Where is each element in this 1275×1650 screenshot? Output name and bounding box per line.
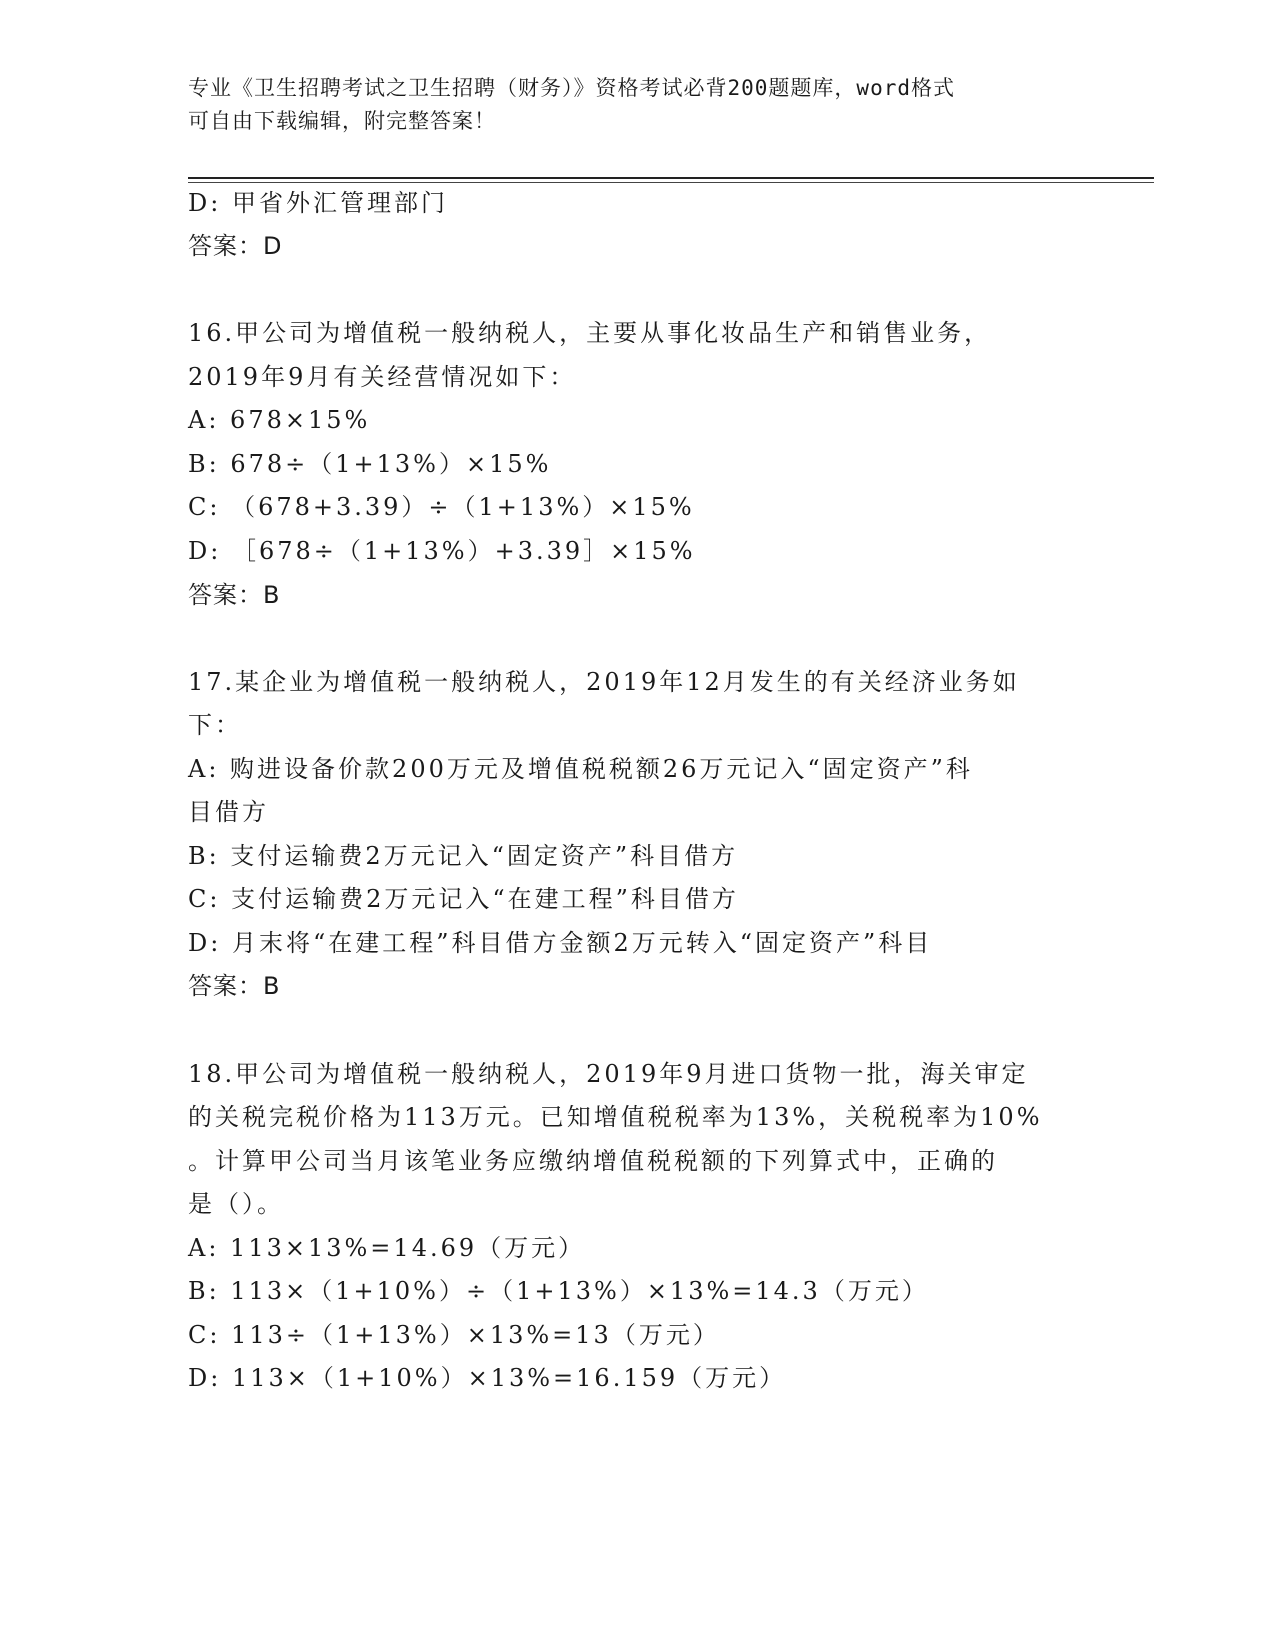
q18-option-d: D: 113×（1+10%）×13%=16.159（万元） <box>188 1364 787 1392</box>
q18-option-b: B: 113×（1+10%）÷（1+13%）×13%=14.3（万元） <box>188 1277 929 1305</box>
header-title-line-2: 可自由下载编辑，附完整答案！ <box>188 109 496 133</box>
q16-stem-line-2: 2019年9月有关经营情况如下： <box>188 363 577 391</box>
document-header <box>188 72 1088 138</box>
q15-option-d: D: 甲省外汇管理部门 <box>188 189 448 217</box>
q16-stem-line-1: 16.甲公司为增值税一般纳税人，主要从事化妆品生产和销售业务， <box>188 319 992 347</box>
q18-option-a: A: 113×13%=14.69（万元） <box>188 1234 586 1262</box>
q15-answer: 答案：D <box>188 232 283 260</box>
q16-option-d: D: ［678÷（1+13%）+3.39］×15% <box>188 537 696 565</box>
q17-option-b: B: 支付运输费2万元记入“固定资产”科目借方 <box>188 842 739 870</box>
q18-option-c: C: 113÷（1+13%）×13%=13（万元） <box>188 1321 720 1349</box>
q16-option-c: C: （678+3.39）÷（1+13%）×15% <box>188 493 695 521</box>
q17-option-c: C: 支付运输费2万元记入“在建工程”科目借方 <box>188 885 739 913</box>
q16-answer: 答案：B <box>188 581 281 609</box>
q17-stem-line-1: 17.某企业为增值税一般纳税人，2019年12月发生的有关经济业务如 <box>188 668 1020 696</box>
header-title-line-1: 专业《卫生招聘考试之卫生招聘（财务）》资格考试必背200题题库，word格式 <box>188 76 955 100</box>
q17-stem-line-2: 下： <box>188 711 242 739</box>
q16-option-a: A: 678×15% <box>188 406 371 434</box>
q18-stem-line-4: 是（）。 <box>188 1190 284 1218</box>
q18-stem-line-3: 。计算甲公司当月该笔业务应缴纳增值税税额的下列算式中，正确的 <box>188 1147 998 1175</box>
q16-option-b: B: 678÷（1+13%）×15% <box>188 450 552 478</box>
q18-stem-line-2: 的关税完税价格为113万元。已知增值税税率为13%，关税税率为10% <box>188 1103 1043 1131</box>
q17-answer: 答案：B <box>188 972 281 1000</box>
q18-stem-line-1: 18.甲公司为增值税一般纳税人，2019年9月进口货物一批，海关审定 <box>188 1060 1029 1088</box>
q17-option-d: D: 月末将“在建工程”科目借方金额2万元转入“固定资产”科目 <box>188 929 933 957</box>
q17-option-a-line-1: A: 购进设备价款200万元及增值税税额26万元记入“固定资产”科 <box>188 755 973 783</box>
q17-option-a-line-2: 目借方 <box>188 798 269 826</box>
header-divider-thin <box>188 182 1154 183</box>
header-divider-thick <box>188 177 1154 179</box>
